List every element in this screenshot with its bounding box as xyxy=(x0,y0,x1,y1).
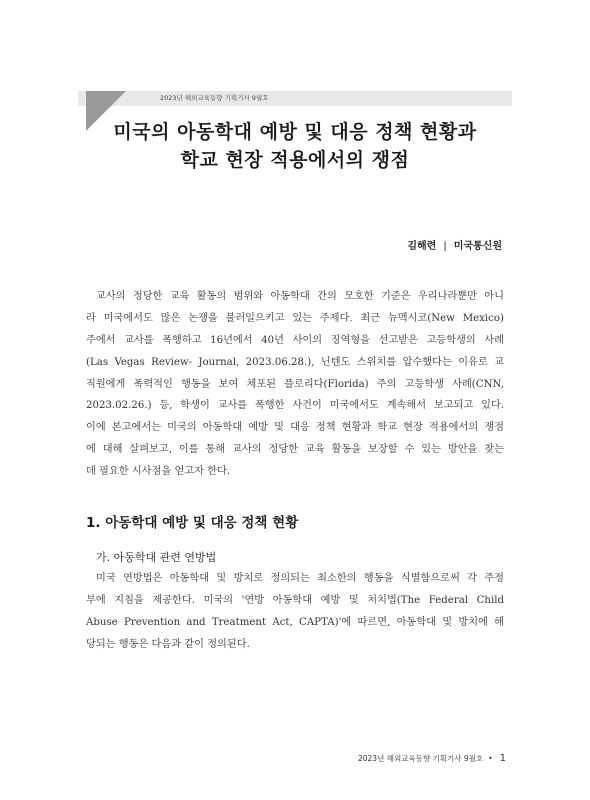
section-line: 당되는 행동은 다음과 같이 정의된다. xyxy=(86,638,250,650)
section-line: 부에 지침을 제공한다. 미국의 '연방 아동학대 예방 및 처치법(The Federal Child xyxy=(86,594,504,606)
intro-line: 라 미국에서도 많은 논쟁을 불러일으키고 있는 주제다. 최근 뉴멕시코(New Mexico) xyxy=(86,312,504,324)
page-footer xyxy=(358,753,506,764)
intro-line: 에 대해 살펴보고, 이를 통해 교사의 정당한 교육 활동을 보장할 수 있는 방안을 찾는 xyxy=(86,444,504,456)
intro-line: (Las Vegas Review- Journal, 2023.06.28.), 닌텐도 스위치를 압수했다는 이유로 교 xyxy=(86,356,504,368)
running-header-bar xyxy=(78,91,512,106)
article-title-line-1: 미국의 아동학대 예방 및 대응 정책 현황과 xyxy=(113,121,477,143)
footer-bullet: • xyxy=(488,754,493,763)
section-line: 미국 연방법은 아동학대 및 방치로 정의되는 최소한의 행동을 식별함으로써 각 주정 xyxy=(96,573,504,584)
intro-line: 데 필요한 시사점을 얻고자 한다. xyxy=(86,466,231,478)
intro-line: 이에 본고에서는 미국의 아동학대 예방 및 대응 정책 현황과 학교 현장 적용에서의 쟁점 xyxy=(86,422,504,434)
section-line: Abuse Prevention and Treatment Act, CAPTA)'에 따르면, 아동학대 및 방치에 해 xyxy=(86,616,504,628)
footer-text: 2023년 해외교육동향 기획기사 9월호 xyxy=(357,754,484,763)
author-byline xyxy=(407,237,502,252)
author-affiliation: 미국통신원 xyxy=(453,241,502,252)
intro-paragraph xyxy=(86,286,504,483)
intro-line: 주에서 교사를 폭행하고 16년에서 40년 사이의 징역형을 선고받은 고등학생의 사례 xyxy=(86,334,504,346)
intro-line: 2023.02.26.) 등, 학생이 교사를 폭행한 사건이 미국에서도 계속해서 보고되고 있다. xyxy=(86,400,504,412)
subsection-heading: 가. 아동학대 관련 연방법 xyxy=(96,551,217,564)
running-header-title: 2023년 해외교육동향 기획기사 9월호 xyxy=(160,94,269,102)
author-name: 김해련 xyxy=(407,241,437,252)
intro-line: 교사의 정당한 교육 활동의 범위와 아동학대 간의 모호한 기준은 우리나라뿐만 아니 xyxy=(96,291,504,302)
author-separator: | xyxy=(443,241,447,252)
section-paragraph xyxy=(86,568,504,656)
section-heading: 1. 아동학대 예방 및 대응 정책 현황 xyxy=(86,515,299,531)
intro-line: 직원에게 폭력적인 행동을 보여 체포된 플로리다(Florida) 주의 고등학생 사례(CNN, xyxy=(86,378,504,390)
page-number: 1 xyxy=(499,753,506,764)
article-title-line-2: 학교 현장 적용에서의 쟁점 xyxy=(180,149,410,171)
